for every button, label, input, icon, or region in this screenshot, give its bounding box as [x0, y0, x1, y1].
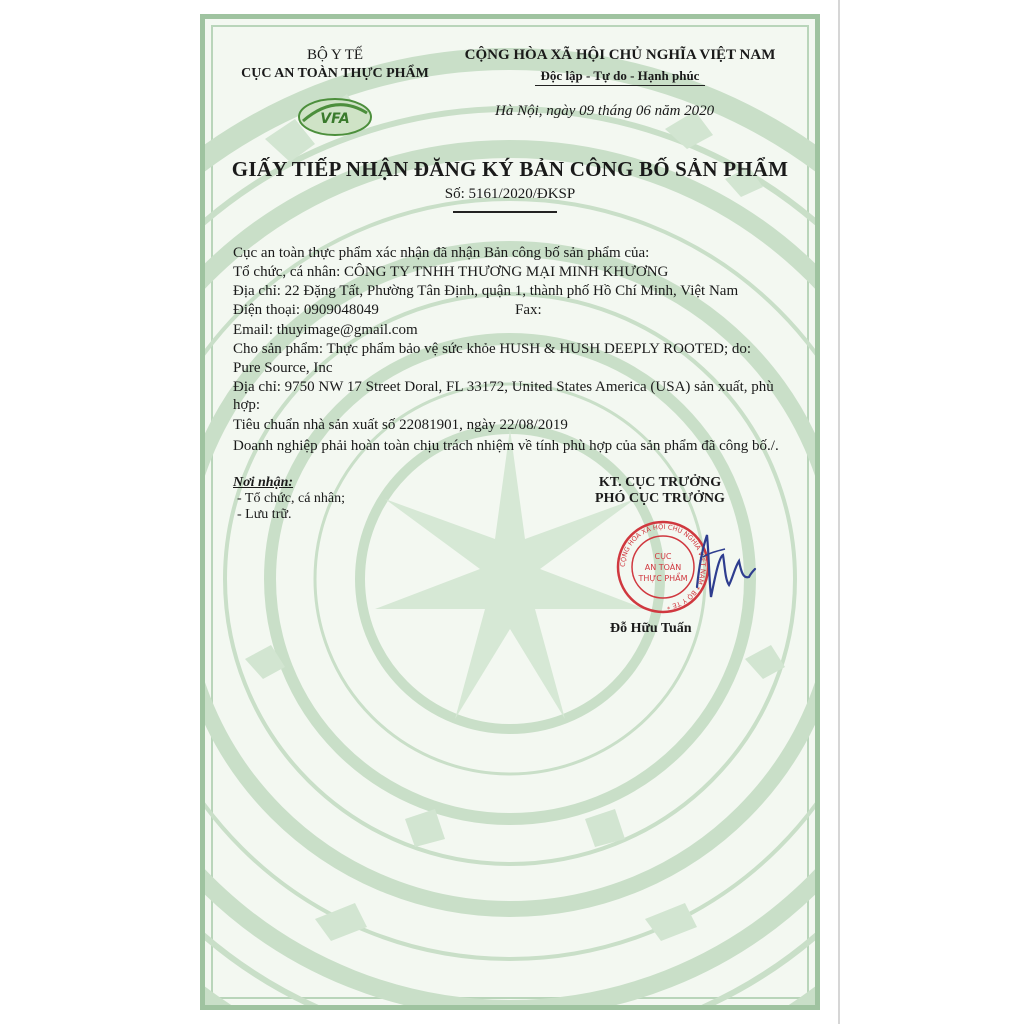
- issuer-header: [205, 47, 465, 82]
- nation-header: [445, 47, 795, 84]
- signature-title-block: [560, 475, 760, 507]
- logo-text: VFA: [320, 111, 350, 127]
- national-motto: Độc lập - Tự do - Hạnh phúc: [540, 68, 700, 83]
- stamp-inner-line: THỰC PHẨM: [638, 574, 688, 583]
- intro-line: Cục an toàn thực phẩm xác nhận đã nhận Bản công bố sản phẩm của:: [233, 245, 650, 261]
- signature-title-line2: PHÓ CỤC TRƯỞNG: [595, 491, 725, 506]
- central-star: [375, 429, 645, 719]
- signature-title-line1: KT. CỤC TRƯỞNG: [598, 475, 722, 490]
- stamp-inner-line: AN TOÀN: [644, 563, 682, 572]
- product-line: Cho sản phẩm: Thực phẩm bảo vệ sức khỏe HUSH & HUSH DEEPLY ROOTED; do:: [233, 341, 752, 357]
- phone-fax-line: [233, 302, 542, 319]
- manufacturer-address-continued: hợp:: [233, 397, 261, 413]
- vfa-logo-icon: [295, 91, 375, 139]
- document-number-underline: [453, 211, 557, 213]
- responsibility-line: Doanh nghiệp phải hoàn toàn chịu trách nhiệm về tính phù hợp của sản phẩm đã công bố./.: [233, 438, 779, 454]
- stamp-ring-text: CỘNG HÒA XÃ HỘI CHỦ NGHĨA VIỆT NAM * BỘ Y TẾ *: [618, 522, 708, 611]
- ministry-name: BỘ Y TẾ: [306, 47, 364, 63]
- nation-name: CỘNG HÒA XÃ HỘI CHỦ NGHĨA VIỆT NAM: [464, 47, 776, 63]
- standard-line: Tiêu chuẩn nhà sản xuất số 22081901, ngày 22/08/2019: [233, 417, 568, 433]
- signer-name: Đỗ Hữu Tuấn: [610, 621, 692, 636]
- viewer-background-strip: [828, 0, 1024, 1024]
- recipient-item: - Lưu trữ.: [237, 507, 292, 522]
- recipients-block: [233, 475, 345, 523]
- manufacturer-address-line: Địa chỉ: 9750 NW 17 Street Doral, FL 33172, United States America (USA) sản xuất, phù: [233, 379, 774, 395]
- organization-line: Tổ chức, cá nhân: CÔNG TY TNHH THƯƠNG MẠI MINH KHƯƠNG: [233, 264, 669, 280]
- issue-date: Hà Nội, ngày 09 tháng 06 năm 2020: [495, 103, 715, 119]
- recipient-item: - Tổ chức, cá nhân;: [237, 491, 346, 506]
- department-name: CỤC AN TOÀN THỰC PHẨM: [241, 66, 429, 81]
- manufacturer-line: Pure Source, Inc: [233, 360, 333, 376]
- phone-line: Điện thoại: 0909048049: [233, 302, 379, 318]
- document-number: Số: 5161/2020/ĐKSP: [444, 186, 576, 202]
- email-line: Email: thuyimage@gmail.com: [233, 322, 418, 338]
- handwritten-signature-icon: [689, 527, 759, 605]
- address-line: Địa chỉ: 22 Đặng Tất, Phường Tân Định, quận 1, thành phố Hồ Chí Minh, Việt Nam: [233, 283, 739, 299]
- recipients-title: Nơi nhận:: [233, 475, 294, 490]
- stamp-inner-line: CỤC: [654, 552, 672, 561]
- motto-underline: [535, 85, 705, 86]
- fax-line: Fax:: [515, 302, 542, 318]
- certificate-document: [200, 14, 820, 1010]
- document-title: GIẤY TIẾP NHẬN ĐĂNG KÝ BẢN CÔNG BỐ SẢN PHẨM: [231, 157, 789, 181]
